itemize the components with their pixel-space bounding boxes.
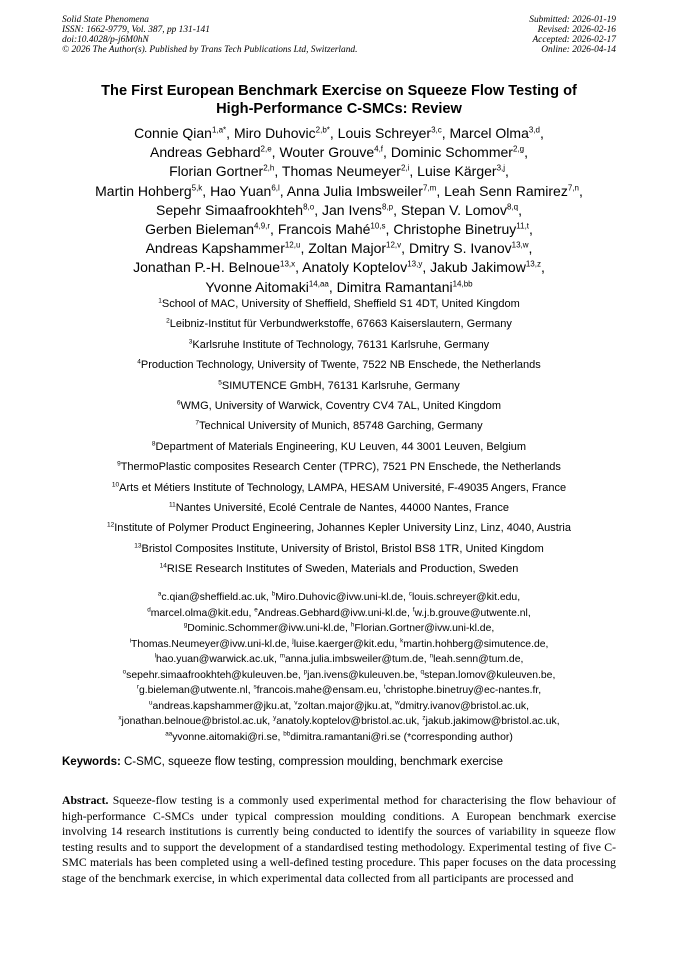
author-affiliation-marker: 4,9,r <box>254 221 271 231</box>
abstract-label: Abstract. <box>62 794 109 807</box>
author-name: Anatoly Koptelov <box>302 259 408 276</box>
author-affiliation-marker: 13,z <box>525 259 541 269</box>
author <box>134 125 226 141</box>
author-name: Wouter Grouve <box>279 144 375 161</box>
email-address[interactable]: yvonne.aitomaki@ri.se, <box>172 731 281 743</box>
email-address[interactable]: christophe.binetruy@ec-nantes.fr, <box>385 685 542 696</box>
author-affiliation-marker: 2,b* <box>315 125 330 135</box>
author-name: Christophe Binetruy <box>393 221 517 238</box>
author <box>205 279 329 295</box>
author-affiliation-marker: 4,f <box>374 144 384 154</box>
affiliation-text: Production Technology, University of Twente, 7522 NB Enschede, the Netherlands <box>140 359 541 372</box>
author-name: Gerben Bieleman <box>145 221 255 238</box>
author-list <box>40 124 638 297</box>
author-affiliation-marker: 8,p <box>381 202 394 212</box>
author-affiliation-marker: 14,aa <box>308 278 329 288</box>
author <box>133 259 295 275</box>
email-marker: u <box>149 699 153 707</box>
email-address[interactable]: Andreas.Gebhard@ivw.uni-kl.de, <box>257 607 410 619</box>
email-list <box>30 590 648 745</box>
email-address[interactable]: jan.ivens@kuleuven.be, <box>307 669 418 681</box>
author-affiliation-marker: 13,x <box>280 259 296 269</box>
online-date: Online: 2026-04-14 <box>541 45 616 56</box>
email-marker: k <box>400 637 404 645</box>
author <box>337 279 473 295</box>
affiliation-text: Leibniz-Institut für Verbundwerkstoffe, 67663 Kaiserslautern, Germany <box>169 318 512 331</box>
email-marker: v <box>294 699 298 707</box>
email-line <box>30 637 648 653</box>
email-line <box>30 668 648 684</box>
author-name: Yvonne Aitomaki <box>205 278 309 295</box>
author-affiliation-marker: 8,q <box>506 202 519 212</box>
email-marker: z <box>422 714 426 722</box>
email-line <box>30 621 648 637</box>
email-marker: m <box>279 652 286 660</box>
author <box>279 144 383 160</box>
author-name: Leah Senn Ramirez <box>444 182 568 199</box>
email-marker: b <box>271 590 276 598</box>
affiliation <box>30 539 648 559</box>
author-name: Zoltan Major <box>308 240 387 257</box>
email-marker: q <box>420 668 425 676</box>
author-affiliation-marker: 13,w <box>511 240 529 250</box>
author-name: Stepan V. Lomov <box>400 201 507 218</box>
email-address[interactable]: anna.julia.imbsweiler@tum.de, <box>285 654 427 665</box>
email-marker: e <box>254 606 258 614</box>
dates-header <box>529 15 616 55</box>
revised-date: Revised: 2026-02-16 <box>537 25 616 36</box>
email-address[interactable]: c.qian@sheffield.ac.uk, <box>161 592 269 603</box>
email-marker: r <box>136 683 139 691</box>
journal-name: Solid State Phenomena <box>62 15 149 25</box>
author-affiliation-marker: 3,d <box>528 125 540 135</box>
author-name: Florian Gortner <box>169 163 264 180</box>
affiliation-text: Institute of Polymer Product Engineering, Johannes Kepler University Linz, Linz, 4040, Austria <box>114 522 571 535</box>
author-name: Luise Kärger <box>417 163 497 180</box>
email-marker: a <box>157 590 162 598</box>
author-line: Connie Qian$^{1,a*}$, Miro Duhovic$^{2,b*}$, Louis Schreyer$^{3,c}$, Marcel Olma$^{3,d}$, <box>134 125 544 141</box>
author-affiliation-marker: 2,g <box>512 144 525 154</box>
affiliation-text: School of MAC, University of Sheffield, Sheffield S1 4DT, United Kingdom <box>161 298 520 310</box>
affiliation-number: 11 <box>169 501 176 509</box>
affiliation <box>30 457 648 477</box>
email-marker: y <box>273 714 277 722</box>
affiliation-number: 7 <box>195 419 199 427</box>
author-line: Gerben Bieleman$^{4,9,r}$, Francois Mahé$^{10,s}$, Christophe Binetruy$^{11,t}$, <box>145 221 533 238</box>
email-line <box>30 683 648 699</box>
email-address[interactable]: g.bieleman@utwente.nl, <box>138 685 251 696</box>
author-affiliation-marker: 11,t <box>516 221 530 231</box>
author-line: Andreas Kapshammer$^{12,u}$, Zoltan Major$^{12,v}$, Dmitry S. Ivanov$^{13,w}$, <box>145 240 533 257</box>
email-marker: l <box>154 652 157 660</box>
author-affiliation-marker: 5,k <box>191 182 203 192</box>
author-affiliation-marker: 7,m <box>422 182 437 192</box>
email-address[interactable]: luise.kaerger@kit.edu, <box>293 638 398 650</box>
author-name: Hao Yuan <box>210 182 272 199</box>
affiliation <box>30 498 648 518</box>
email-marker: w <box>395 699 400 707</box>
author <box>417 163 505 179</box>
email-address[interactable]: hao.yuan@warwick.ac.uk, <box>156 654 277 665</box>
affiliation-text: SIMUTENCE GmbH, 76131 Karlsruhe, Germany <box>221 379 460 392</box>
author-affiliation-marker: 13,y <box>407 259 423 269</box>
author <box>393 221 529 237</box>
author <box>391 144 524 160</box>
affiliation-number: 1 <box>158 297 162 305</box>
email-marker: aa <box>165 730 173 738</box>
author-name: Miro Duhovic <box>233 125 316 141</box>
author-line: Yvonne Aitomaki$^{14,aa}$, Dimitra Ramantani$^{14,bb}$ <box>205 278 473 295</box>
author-name: Andreas Gebhard <box>150 144 261 161</box>
affiliation <box>30 478 648 498</box>
author-name: Jonathan P.-H. Belnoue <box>133 259 280 276</box>
affiliation-number: 8 <box>151 440 156 448</box>
author <box>145 221 270 237</box>
author-affiliation-marker: 3,j <box>496 163 506 173</box>
email-marker: n <box>429 652 434 660</box>
author-affiliation-marker: 10,s <box>370 221 386 231</box>
author <box>150 144 272 160</box>
author-line: Andreas Gebhard$^{2,e}$, Wouter Grouve$^{4,f}$, Dominic Schommer$^{2,g}$, <box>150 144 528 161</box>
email-address[interactable]: stepan.lomov@kuleuven.be, <box>424 669 556 681</box>
author <box>302 259 422 275</box>
affiliation-number: 13 <box>134 542 142 550</box>
author-affiliation-marker: 6,l <box>271 182 280 192</box>
email-line <box>30 699 648 715</box>
email-address[interactable]: andreas.kapshammer@jku.at, <box>152 700 292 712</box>
email-address[interactable]: francois.mahe@ensam.eu, <box>256 685 381 696</box>
abstract <box>62 793 616 886</box>
affiliation-number: 12 <box>107 521 115 529</box>
author <box>278 221 386 237</box>
author <box>401 202 518 218</box>
affiliation <box>30 416 648 436</box>
author <box>308 240 401 256</box>
affiliation-number: 4 <box>137 358 141 366</box>
author-name: Anna Julia Imbsweiler <box>286 182 423 199</box>
author-affiliation-marker: 3,c <box>431 125 442 135</box>
author-affiliation-marker: 14,bb <box>452 278 473 288</box>
email-address[interactable]: anatoly.koptelov@bristol.ac.uk, <box>276 716 420 727</box>
author <box>156 202 314 218</box>
copyright-line: © 2026 The Author(s). Published by Trans Tech Publications Ltd, Switzerland. <box>62 45 358 56</box>
affiliation-number: 3 <box>188 338 193 346</box>
email-line <box>30 730 648 746</box>
author-affiliation-marker: 2,i <box>400 163 410 173</box>
author-name: Francois Mahé <box>277 221 371 238</box>
email-address[interactable]: marcel.olma@kit.edu, <box>150 607 252 619</box>
author-affiliation-marker: 2,e <box>260 144 272 154</box>
email-marker: t <box>383 683 386 691</box>
email-address[interactable]: leah.senn@tum.de, <box>433 654 524 665</box>
email-address[interactable]: Florian.Gortner@ivw.uni-kl.de, <box>354 623 495 634</box>
affiliation-text: Department of Materials Engineering, KU Leuven, 44 3001 Leuven, Belgium <box>155 440 527 453</box>
email-address[interactable]: jonathan.belnoue@bristol.ac.uk, <box>121 716 271 727</box>
author-affiliation-marker: 7,n <box>567 182 579 192</box>
email-address[interactable]: martin.hohberg@simutence.de, <box>403 638 549 650</box>
author-name: Dmitry S. Ivanov <box>408 240 512 257</box>
author-name: Connie Qian <box>134 125 212 141</box>
author-affiliation-marker: 1,a* <box>211 125 227 135</box>
author-name: Jakub Jakimow <box>430 259 526 276</box>
affiliation <box>30 518 648 538</box>
author-line: Jonathan P.-H. Belnoue$^{13,x}$, Anatoly Koptelov$^{13,y}$, Jakub Jakimow$^{13,z}$, <box>133 259 545 276</box>
affiliation <box>30 376 648 396</box>
email-line <box>30 590 648 606</box>
author-name: Sepehr Simaafrookhteh <box>156 201 304 218</box>
email-marker: o <box>122 668 127 676</box>
email-address[interactable]: Miro.Duhovic@ivw.uni-kl.de, <box>275 592 406 603</box>
keywords <box>62 756 616 768</box>
affiliation-number: 2 <box>166 317 170 325</box>
author <box>430 259 541 275</box>
author <box>210 183 280 199</box>
email-address[interactable]: Thomas.Neumeyer@ivw.uni-kl.de, <box>131 638 290 650</box>
title-line: The First European Benchmark Exercise on Squeeze Flow Testing of <box>101 83 577 99</box>
issn-line: ISSN: 1662-9779, Vol. 387, pp 131-141 <box>62 25 210 36</box>
keywords-label: Keywords: <box>62 756 121 768</box>
email-address[interactable]: sepehr.simaafrookhteh@kuleuven.be, <box>126 669 301 681</box>
author-name: Marcel Olma <box>449 125 529 141</box>
accepted-date: Accepted: 2026-02-17 <box>532 35 616 46</box>
affiliation-number: 5 <box>218 378 222 386</box>
affiliation-text: Bristol Composites Institute, University of Bristol, Bristol BS8 1TR, United Kingdom <box>141 542 544 555</box>
author <box>287 183 437 199</box>
affiliation-text: ThermoPlastic composites Research Center (TPRC), 7521 PN Enschede, the Netherlands <box>120 461 561 474</box>
author-affiliation-marker: 8,o <box>303 202 315 212</box>
author-affiliation-marker: 2,h <box>263 163 275 173</box>
affiliation <box>30 559 648 579</box>
affiliation-text: Technical University of Munich, 85748 Garching, Germany <box>198 420 483 433</box>
author-affiliation-marker: 12,u <box>284 240 301 250</box>
affiliation <box>30 396 648 416</box>
email-address[interactable]: dmitry.ivanov@bristol.ac.uk, <box>399 700 529 712</box>
email-marker: s <box>253 683 257 691</box>
email-marker: d <box>147 606 151 614</box>
submitted-date: Submitted: 2026-01-19 <box>529 15 616 25</box>
email-address[interactable]: jakub.jakimow@bristol.ac.uk, <box>425 716 560 727</box>
author <box>444 183 579 199</box>
abstract-text: Squeeze-flow testing is a commonly used experimental method for characterising the flow behaviour of high-performance C-SMCs under typical compression moulding conditions. A European benchmark exercise involving 14 research institutions is currently being conducted to identify the sources of variability in squeeze flow testing results and to support the development of a standardised testing methodology. Experimental testing of five C-SMC materials has been completed using a well-defined testing procedure. This paper focuses on the data processing stage of the benchmark exercise, in which experimental data collected from all participants are processed and <box>62 794 616 885</box>
email-line <box>30 652 648 668</box>
affiliation-text: WMG, University of Warwick, Coventry CV4 7AL, United Kingdom <box>180 400 502 413</box>
affiliation-list <box>30 294 648 580</box>
paper-title <box>50 82 628 118</box>
author <box>146 240 301 256</box>
doi-link[interactable]: doi:10.4028/p-j6M0hN <box>62 35 149 46</box>
email-address[interactable]: w.j.b.grouve@utwente.nl, <box>414 607 531 619</box>
email-marker: x <box>118 714 122 722</box>
keywords-text: C-SMC, squeeze flow testing, compression moulding, benchmark exercise <box>120 756 504 768</box>
author <box>95 183 202 199</box>
journal-header <box>62 15 357 55</box>
author <box>338 125 442 141</box>
affiliation <box>30 335 648 355</box>
affiliation-text: Nantes Université, Ecolé Centrale de Nantes, 44000 Nantes, France <box>175 502 509 515</box>
affiliation-number: 6 <box>176 399 181 407</box>
email-address[interactable]: zoltan.major@jku.at, <box>297 700 393 712</box>
author-name: Andreas Kapshammer <box>145 240 285 257</box>
email-line <box>30 714 648 730</box>
affiliation-text: Arts et Métiers Institute of Technology, LAMPA, HESAM Université, F-49035 Angers, France <box>119 481 567 494</box>
title-line: High-Performance C-SMCs: Review <box>216 101 462 117</box>
affiliation-number: 10 <box>111 481 120 488</box>
author-name: Dominic Schommer <box>390 144 513 161</box>
affiliation <box>30 294 648 314</box>
author <box>169 163 274 179</box>
affiliation-number: 9 <box>117 460 121 468</box>
affiliation-text: Karlsruhe Institute of Technology, 76131 Karlsruhe, Germany <box>192 338 490 351</box>
email-marker: bb <box>283 730 291 738</box>
affiliation-number: 14 <box>159 562 167 570</box>
affiliation <box>30 355 648 375</box>
email-address[interactable]: dimitra.ramantani@ri.se (*corresponding author) <box>290 731 513 743</box>
author-name: Jan Ivens <box>322 201 382 218</box>
author <box>409 240 529 256</box>
author-line: Sepehr Simaafrookhteh$^{8,o}$, Jan Ivens$^{8,p}$, Stepan V. Lomov$^{8,q}$, <box>156 201 522 218</box>
email-line <box>30 606 648 622</box>
author-line: Martin Hohberg$^{5,k}$, Hao Yuan$^{6,l}$, Anna Julia Imbsweiler$^{7,m}$, Leah Senn Ramirez$^{7,n}$, <box>95 182 583 199</box>
email-marker: g <box>183 621 188 629</box>
email-address[interactable]: louis.schreyer@kit.edu, <box>411 592 521 603</box>
author-line: Florian Gortner$^{2,h}$, Thomas Neumeyer$^{2,i}$, Luise Kärger$^{3,j}$, <box>169 163 509 180</box>
author-affiliation-marker: 12,v <box>386 240 402 250</box>
email-marker: i <box>129 637 131 645</box>
author-name: Martin Hohberg <box>95 182 192 199</box>
email-address[interactable]: Dominic.Schommer@ivw.uni-kl.de, <box>187 623 348 634</box>
email-marker: f <box>412 606 415 614</box>
author <box>234 125 330 141</box>
email-marker: j <box>292 637 294 645</box>
affiliation-text: RISE Research Institutes of Sweden, Materials and Production, Sweden <box>166 563 519 576</box>
affiliation <box>30 314 648 334</box>
affiliation <box>30 437 648 457</box>
email-marker: h <box>350 621 355 629</box>
email-marker: p <box>303 668 308 676</box>
author-name: Dimitra Ramantani <box>336 278 453 295</box>
author-name: Thomas Neumeyer <box>281 163 401 180</box>
author <box>282 163 410 179</box>
email-marker: c <box>408 590 412 598</box>
author <box>450 125 540 141</box>
author-name: Louis Schreyer <box>337 125 432 141</box>
author <box>322 202 393 218</box>
